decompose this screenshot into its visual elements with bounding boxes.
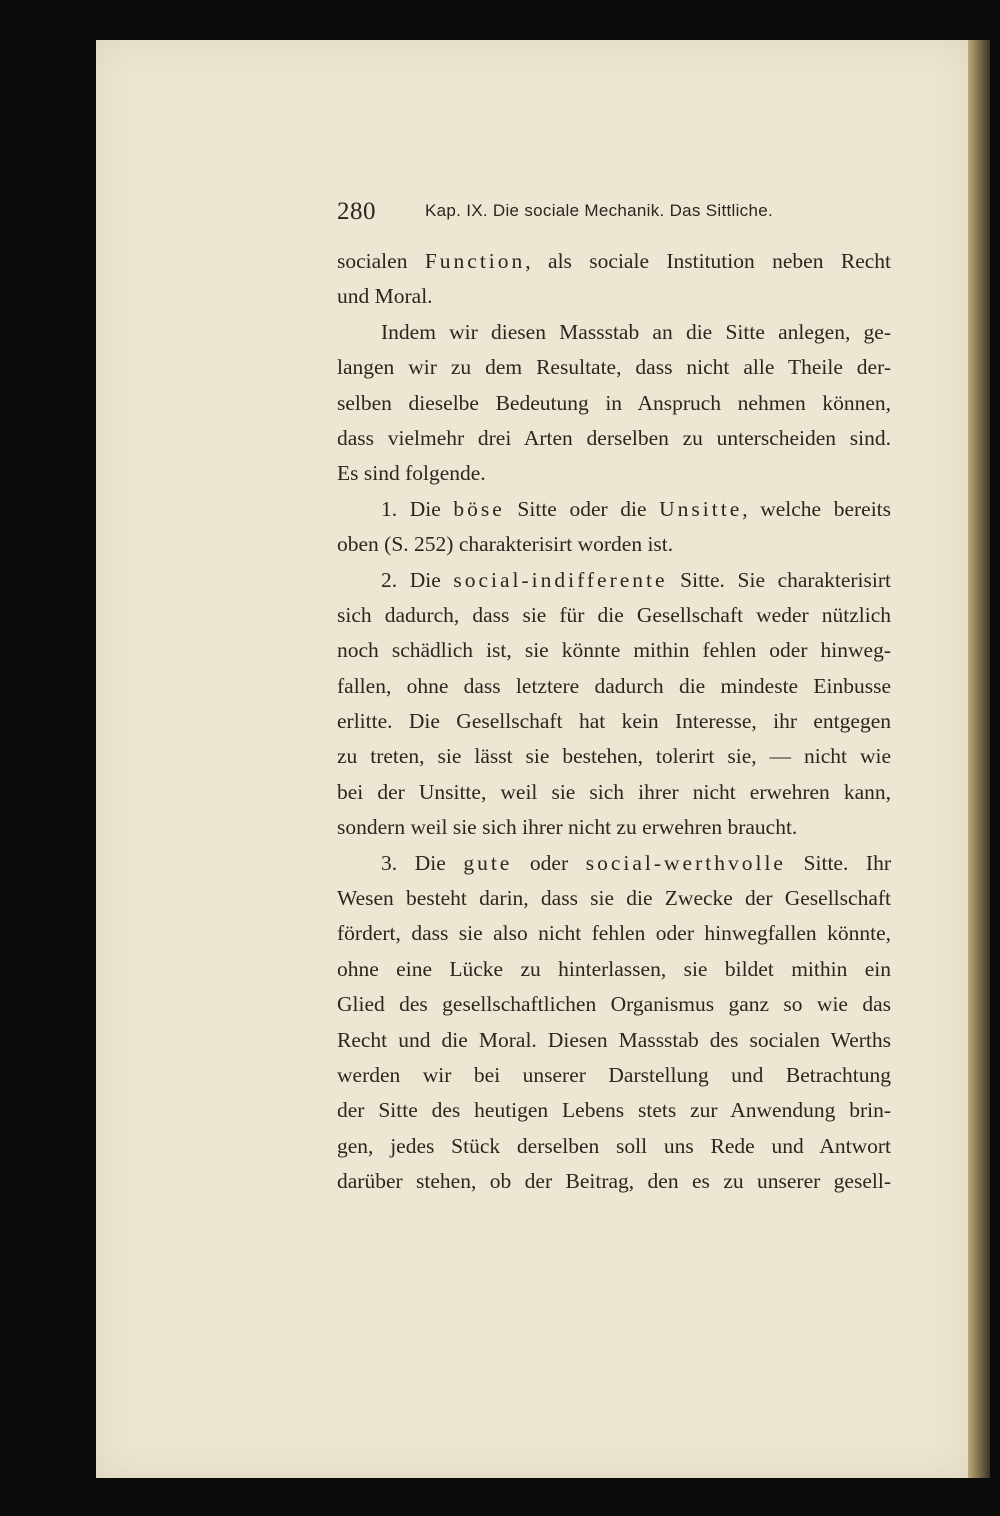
text-line — [337, 846, 891, 881]
text-line — [337, 1023, 891, 1058]
text-segment: Recht und die Moral. Diesen Massstab des socialen Werths — [337, 1027, 891, 1052]
text-line — [337, 527, 891, 562]
spaced-emphasis: Unsitte — [659, 496, 743, 521]
text-line — [337, 669, 891, 704]
text-line — [337, 1164, 891, 1199]
text-segment: Glied des gesellschaftlichen Organismus ganz so wie das — [337, 992, 891, 1017]
text-line — [337, 386, 891, 421]
text-segment: 2. Die — [381, 567, 454, 592]
text-line — [337, 315, 891, 350]
text-segment: socialen — [337, 249, 425, 273]
spaced-emphasis: Function — [424, 249, 526, 273]
text-segment: Es sind folgende. — [337, 461, 486, 486]
text-segment: ohne eine Lücke zu hinterlassen, sie bildet mithin ein — [337, 956, 891, 981]
text-line — [337, 1058, 891, 1093]
text-line — [337, 987, 891, 1022]
text-segment: bei der Unsitte, weil sie sich ihrer nicht erwehren kann, — [337, 779, 891, 804]
text-line — [337, 775, 891, 810]
body-text — [337, 244, 891, 1200]
text-line — [337, 916, 891, 951]
text-line — [337, 244, 891, 279]
text-segment: fördert, dass sie also nicht fehlen oder hinwegfallen könnte, — [337, 921, 891, 946]
text-line — [337, 704, 891, 739]
running-title: Kap. IX. Die sociale Mechanik. Das Sittliche. — [425, 201, 773, 220]
text-segment: Sitte. Sie charakterisirt — [667, 567, 891, 592]
running-header — [337, 198, 892, 228]
text-segment: der Sitte des heutigen Lebens stets zur Anwendung brin- — [337, 1098, 891, 1123]
text-segment: oder — [512, 850, 586, 875]
spaced-emphasis: böse — [453, 496, 505, 521]
text-segment: , als sociale Institution neben Recht — [525, 249, 891, 273]
text-segment: Sitte. Ihr — [785, 850, 891, 875]
text-line — [337, 598, 891, 633]
page-edge — [968, 40, 990, 1478]
text-segment: werden wir bei unserer Darstellung und Betrachtung — [337, 1062, 891, 1087]
text-line — [337, 1129, 891, 1164]
text-line — [337, 563, 891, 598]
text-line — [337, 350, 891, 385]
text-segment: oben (S. 252) charakterisirt worden ist. — [337, 532, 674, 557]
text-segment: gen, jedes Stück derselben soll uns Rede und Antwort — [337, 1133, 891, 1158]
text-line — [337, 492, 891, 527]
text-segment: erlitte. Die Gesellschaft hat kein Interesse, ihr entgegen — [337, 709, 891, 734]
spaced-emphasis: social-werthvolle — [585, 850, 786, 875]
text-segment: Wesen besteht darin, dass sie die Zwecke der Gesellschaft — [337, 886, 891, 911]
text-segment: 1. Die — [381, 496, 454, 521]
text-line — [337, 456, 891, 491]
text-segment: sich dadurch, dass sie für die Gesellschaft weder nützlich — [337, 602, 891, 627]
spaced-emphasis: social-indifferente — [453, 567, 668, 592]
text-segment: fallen, ohne dass letztere dadurch die mindeste Einbusse — [337, 673, 891, 698]
text-line — [337, 810, 891, 845]
page-number: 280 — [337, 198, 376, 225]
text-segment: Indem wir diesen Massstab an die Sitte anlegen, ge- — [381, 319, 891, 344]
text-line — [337, 633, 891, 668]
text-line — [337, 952, 891, 987]
text-segment: dass vielmehr drei Arten derselben zu unterscheiden sind. — [337, 425, 891, 450]
text-line — [337, 739, 891, 774]
spaced-emphasis: gute — [463, 850, 513, 875]
text-segment: noch schädlich ist, sie könnte mithin fehlen oder hinweg- — [337, 638, 891, 663]
text-segment: selben dieselbe Bedeutung in Anspruch nehmen können, — [337, 390, 891, 415]
text-line — [337, 881, 891, 916]
text-line — [337, 421, 891, 456]
text-segment: und Moral. — [337, 284, 433, 309]
text-segment: 3. Die — [381, 850, 464, 875]
text-segment: langen wir zu dem Resultate, dass nicht alle Theile der- — [337, 355, 891, 380]
text-line — [337, 279, 891, 314]
text-segment: Sitte oder die — [504, 496, 660, 521]
text-segment: , welche bereits — [742, 496, 892, 521]
text-line — [337, 1093, 891, 1128]
text-segment: sondern weil sie sich ihrer nicht zu erwehren braucht. — [337, 815, 798, 840]
text-segment: darüber stehen, ob der Beitrag, den es zu unserer gesell- — [337, 1169, 891, 1194]
text-segment: zu treten, sie lässt sie bestehen, tolerirt sie, — nicht wie — [337, 744, 891, 769]
